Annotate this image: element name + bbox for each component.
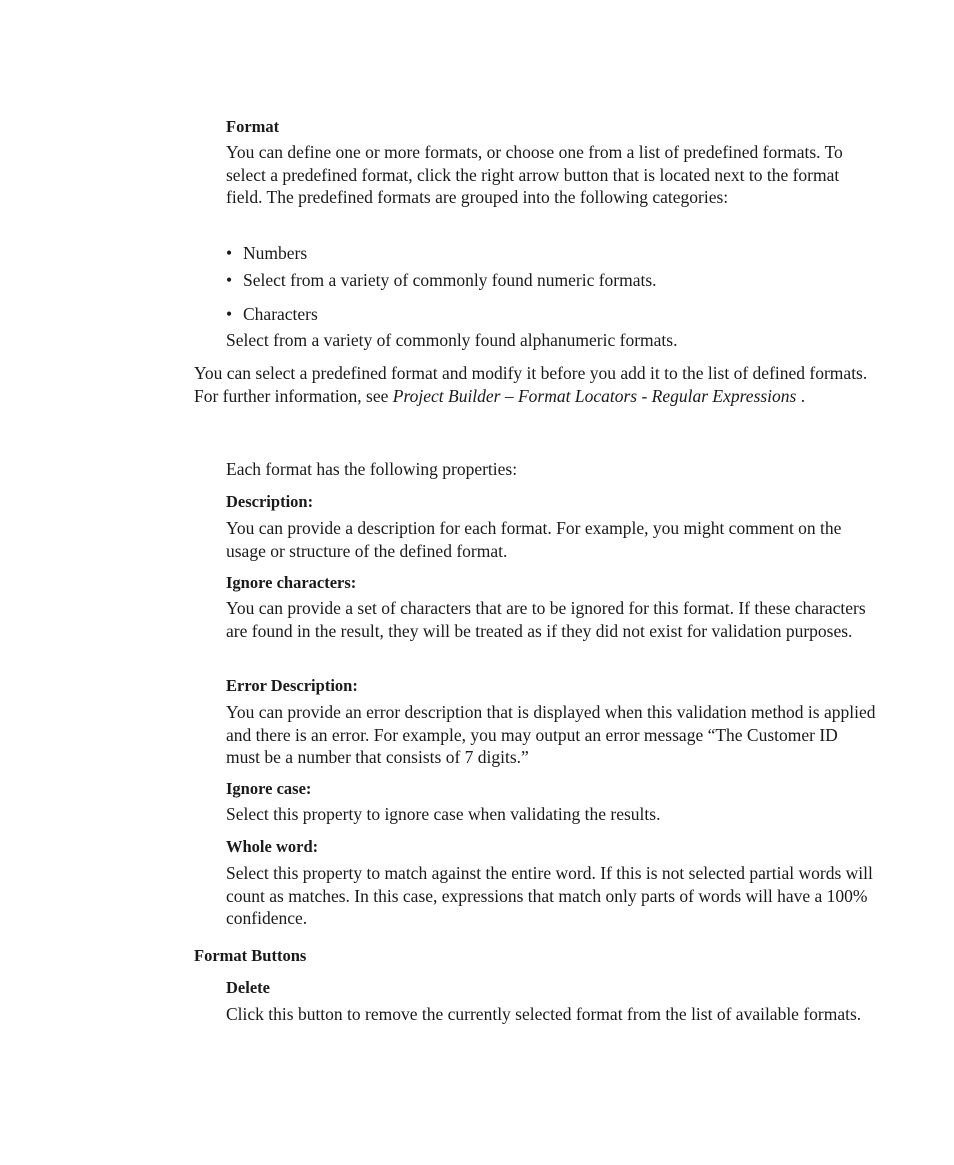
button-heading-delete: Delete <box>226 978 270 997</box>
property-text-ignore-case: Select this property to ignore case when validating the results. <box>226 804 661 824</box>
format-buttons-heading: Format Buttons <box>194 946 307 965</box>
bullet-item-numeric-desc <box>226 269 876 292</box>
characters-description: Select from a variety of commonly found alphanumeric formats. <box>226 330 678 350</box>
modify-suffix: . <box>796 385 806 406</box>
property-heading-error-description: Error Description: <box>226 676 358 695</box>
property-heading-ignore-characters: Ignore characters: <box>226 573 357 592</box>
property-heading-description: Description: <box>226 492 314 511</box>
bullet-icon: • <box>226 304 233 324</box>
bullet-item-numbers <box>226 242 876 265</box>
bullet-text: Numbers <box>243 243 308 263</box>
property-heading-ignore-case: Ignore case: <box>226 779 312 798</box>
property-text-whole-word: Select this property to match against the entire word. If this is not selected partial words will count as matches. In this case, expressions that match only parts of words will have a 100% confidence. <box>226 863 873 928</box>
properties-intro: Each format has the following properties: <box>226 459 518 479</box>
property-text-error-description: You can provide an error description that is displayed when this validation method is applied and there is an error. For example, you may output an error message “The Customer ID must be a number that consists of 7 digits.” <box>226 702 876 767</box>
bullet-icon: • <box>226 270 233 290</box>
button-text-delete: Click this button to remove the currently selected format from the list of available formats. <box>226 1004 862 1024</box>
modify-text: You can select a predefined format and modify it before you add it to the list of defined formats. For further information, see <box>194 363 868 406</box>
format-heading: Format <box>226 117 280 136</box>
property-text-description: You can provide a description for each format. For example, you might comment on the usage or structure of the defined format. <box>226 518 842 561</box>
modify-paragraph <box>194 362 876 407</box>
property-text-ignore-characters: You can provide a set of characters that are to be ignored for this format. If these characters are found in the result, they will be treated as if they did not exist for validation purposes. <box>226 598 866 641</box>
bullet-text: Characters <box>243 304 318 324</box>
property-heading-whole-word: Whole word: <box>226 837 319 856</box>
format-intro: You can define one or more formats, or choose one from a list of predefined formats. To select a predefined format, click the right arrow button that is located next to the format field. The predefined formats are grouped into the following categories: <box>226 142 843 207</box>
bullet-icon: • <box>226 243 233 263</box>
bullet-item-characters <box>226 303 876 326</box>
bullet-text: Select from a variety of commonly found numeric formats. <box>243 270 657 290</box>
reference-link[interactable]: Project Builder – Format Locators - Regular Expressions <box>392 385 797 406</box>
